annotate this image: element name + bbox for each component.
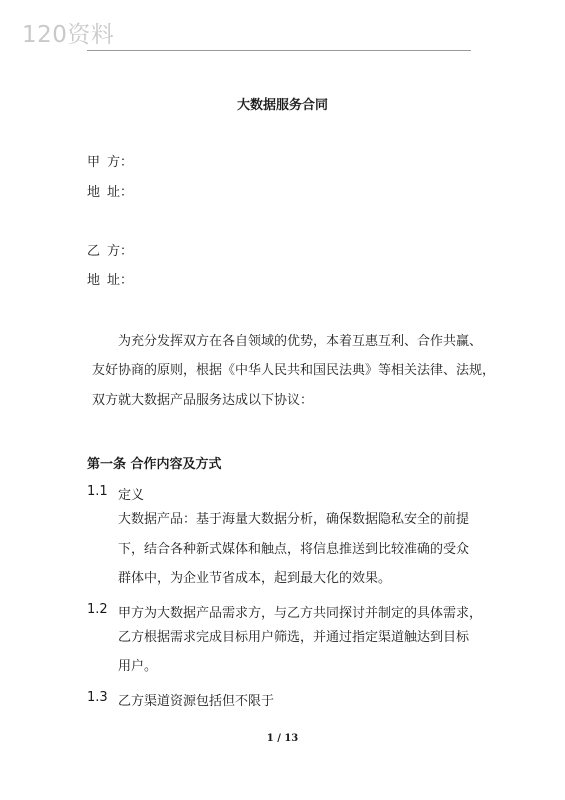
party-a-label-suffix: 方： bbox=[107, 155, 134, 170]
clause-line: 群体中，为企业节省成本，起到最大化的效果。 bbox=[118, 571, 392, 586]
clause-heading: 定义 bbox=[118, 488, 145, 503]
article-title: 第一条 合作内容及方式 bbox=[87, 457, 222, 472]
party-b-label bbox=[87, 245, 133, 258]
page-number: 1 / 13 bbox=[266, 733, 299, 744]
party-a-address-label bbox=[87, 186, 133, 199]
party-a-address-char: 地 bbox=[87, 185, 101, 200]
clause-line: 用户。 bbox=[118, 659, 158, 674]
party-b-address-char: 地 bbox=[87, 273, 101, 288]
party-a-address-suffix: 址： bbox=[107, 185, 134, 200]
party-a-label bbox=[87, 156, 133, 169]
party-b-address-suffix: 址： bbox=[107, 273, 134, 288]
preamble-line: 双方就大数据产品服务达成以下协议： bbox=[92, 393, 314, 408]
clause-line: 下，结合各种新式媒体和触点，将信息推送到比较准确的受众 bbox=[118, 542, 470, 557]
party-b-label-char: 乙 bbox=[87, 244, 101, 259]
document-title: 大数据服务合同 bbox=[236, 98, 328, 113]
header-rule bbox=[87, 50, 471, 51]
clause-number: 1.2 bbox=[87, 602, 108, 617]
clause-number: 1.3 bbox=[87, 690, 108, 705]
clause-heading: 甲方为大数据产品需求方，与乙方共同探讨并制定的具体需求， bbox=[118, 606, 483, 621]
preamble-line: 为充分发挥双方在各自领域的优势，本着互惠互利、合作共赢、 bbox=[118, 334, 483, 349]
preamble-line: 友好协商的原则，根据《中华人民共和国民法典》等相关法律、法规， bbox=[92, 363, 496, 378]
clause-heading: 乙方渠道资源包括但不限于 bbox=[118, 694, 275, 709]
party-b-label-suffix: 方： bbox=[107, 244, 134, 259]
clause-number: 1.1 bbox=[87, 484, 108, 499]
party-a-label-char: 甲 bbox=[87, 155, 101, 170]
clause-line: 乙方根据需求完成目标用户筛选，并通过指定渠道触达到目标 bbox=[118, 630, 470, 645]
party-b-address-label bbox=[87, 274, 133, 287]
clause-line: 大数据产品：基于海量大数据分析，确保数据隐私安全的前提 bbox=[118, 512, 470, 527]
watermark: 120资料 bbox=[22, 22, 115, 48]
